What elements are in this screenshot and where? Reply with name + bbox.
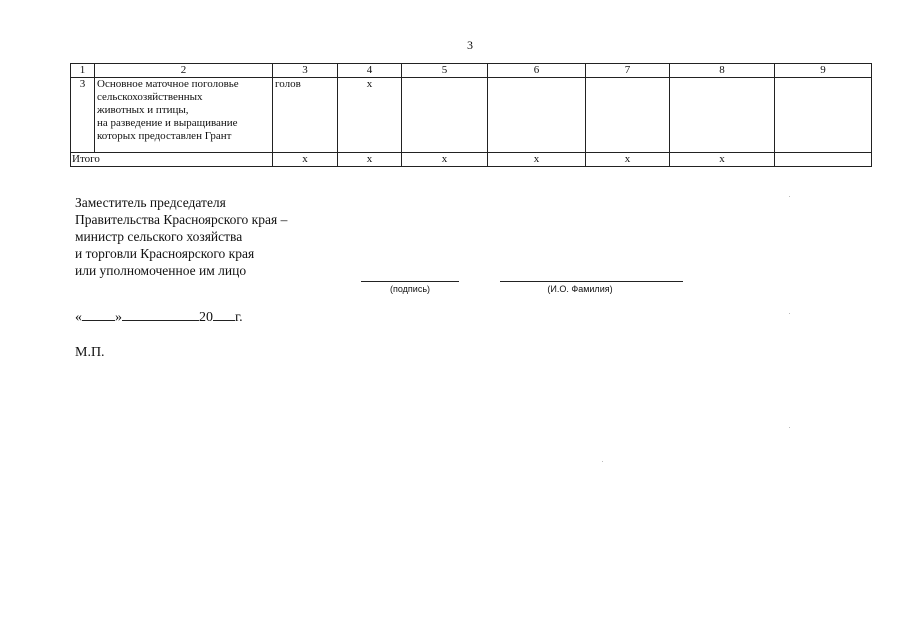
name-line <box>500 281 683 282</box>
scan-speck <box>602 461 603 462</box>
header-cell: 6 <box>488 64 586 78</box>
stamp-label: М.П. <box>75 345 105 360</box>
table-total-row <box>71 153 872 167</box>
table-row <box>71 78 872 153</box>
header-cell: 8 <box>670 64 775 78</box>
scan-speck <box>789 196 790 197</box>
header-cell: 2 <box>95 64 273 78</box>
total-cell-col4: х <box>338 153 402 167</box>
header-cell: 5 <box>402 64 488 78</box>
row-cell-col6 <box>488 78 586 153</box>
row-cell-col8 <box>670 78 775 153</box>
scan-speck <box>789 427 790 428</box>
total-label-cell: Итого <box>71 153 273 167</box>
row-cell-col9 <box>775 78 872 153</box>
date-line <box>75 308 243 326</box>
row-number-cell: 3 <box>71 78 95 153</box>
year-blank <box>213 308 235 321</box>
header-cell: 4 <box>338 64 402 78</box>
header-cell: 7 <box>586 64 670 78</box>
date-close-quote: » <box>115 310 122 325</box>
month-blank <box>122 308 199 321</box>
date-open-quote: « <box>75 310 82 325</box>
signatory-line: и торговли Красноярского края <box>75 246 255 261</box>
header-cell: 9 <box>775 64 872 78</box>
day-blank <box>82 308 115 321</box>
row-unit-cell: голов <box>273 78 338 153</box>
row-name-line: животных и птицы, <box>97 104 189 116</box>
total-cell-col7: х <box>586 153 670 167</box>
signatory-line: Заместитель председателя <box>75 195 226 210</box>
row-cell-col5 <box>402 78 488 153</box>
row-cell-col7 <box>586 78 670 153</box>
row-name-line: на разведение и выращивание <box>97 117 238 129</box>
row-name-line: которых предоставлен Грант <box>97 130 232 142</box>
signatory-line: министр сельского хозяйства <box>75 229 243 244</box>
signature-caption: (подпись) <box>389 284 431 294</box>
total-cell-col8: х <box>670 153 775 167</box>
header-cell: 1 <box>71 64 95 78</box>
total-cell-col9 <box>775 153 872 167</box>
total-cell-col5: х <box>402 153 488 167</box>
scan-speck <box>789 313 790 314</box>
signatory-line: или уполномоченное им лицо <box>75 263 247 278</box>
row-cell-col4: х <box>338 78 402 153</box>
row-name-cell <box>95 78 273 153</box>
year-suffix: г. <box>235 310 243 325</box>
page-number: 3 <box>467 38 473 52</box>
header-cell: 3 <box>273 64 338 78</box>
name-caption: (И.О. Фамилия) <box>547 284 613 294</box>
total-cell-col3: х <box>273 153 338 167</box>
year-prefix: 20 <box>199 310 213 325</box>
signatory-title <box>75 194 287 279</box>
table-header-row <box>71 64 872 78</box>
row-name-line: Основное маточное поголовье <box>97 78 239 90</box>
signature-line <box>361 281 459 282</box>
signatory-line: Правительства Красноярского края – <box>75 212 288 227</box>
report-table <box>70 63 872 167</box>
total-cell-col6: х <box>488 153 586 167</box>
row-name-line: сельскохозяйственных <box>97 91 203 103</box>
